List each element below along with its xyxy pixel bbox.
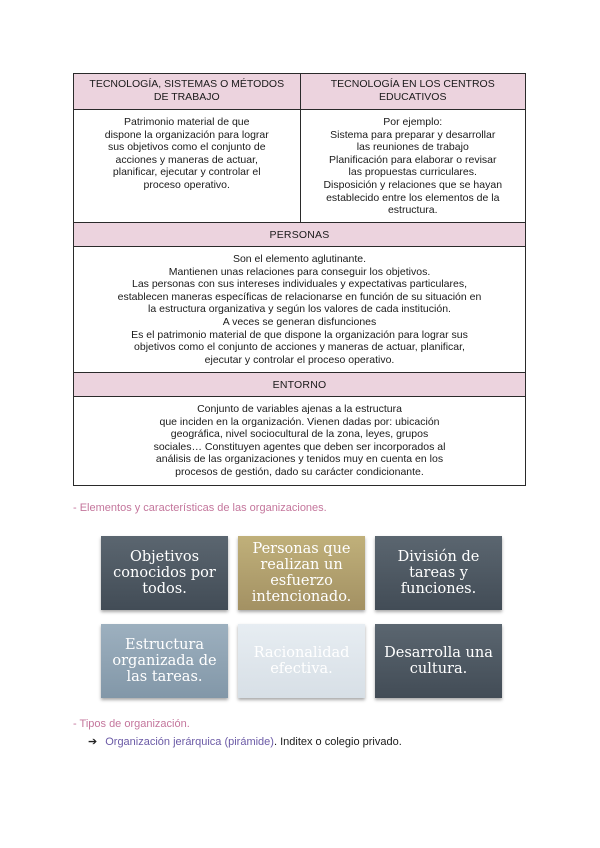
box-personas: Personas que realizan un esfuerzo intencionado. bbox=[238, 536, 365, 610]
bullet-elementos: - Elementos y características de las organizaciones. bbox=[73, 502, 327, 514]
header-tecnologia-sistemas: TECNOLOGÍA, SISTEMAS O MÉTODOS DE TRABAJO bbox=[74, 74, 300, 109]
personas-body-row bbox=[74, 247, 525, 373]
arrow-icon: ➔ bbox=[88, 736, 98, 748]
bullet-tipos: - Tipos de organización. bbox=[73, 718, 190, 730]
entorno-title: ENTORNO bbox=[74, 373, 525, 396]
tecnologia-example: Por ejemplo: Sistema para preparar y desarrollar las reuniones de trabajo Planificación para elaborar o revisar las propuestas curriculares. Disposición y relaciones que se hayan establecido entre los elementos de la estructura. bbox=[300, 110, 526, 222]
box-division: División de tareas y funciones. bbox=[375, 536, 502, 610]
box-objetivos: Objetivos conocidos por todos. bbox=[101, 536, 228, 610]
characteristics-diagram bbox=[101, 536, 501, 698]
entorno-title-row bbox=[74, 373, 525, 397]
entorno-body-row bbox=[74, 397, 525, 485]
personas-body: Son el elemento aglutinante. Mantienen unas relaciones para conseguir los objetivos. Las personas con sus intereses individuales y expectativas particulares, establecen maneras específicas de relacionarse en función de su situación en la estructura organizativa y según los valores de cada institución. A veces se generan disfunciones Es el patrimonio material de que dispone la organización para lograr sus objetivos como el conjunto de acciones y maneras de actuar, planificar, ejecutar y controlar el proceso operativo. bbox=[117, 253, 482, 366]
link-organizacion-jerarquica[interactable]: Organización jerárquica (pirámide) bbox=[105, 736, 274, 748]
organization-table bbox=[73, 73, 526, 486]
personas-title: PERSONAS bbox=[74, 223, 525, 246]
box-estructura: Estructura organizada de las tareas. bbox=[101, 624, 228, 698]
box-cultura: Desarrolla una cultura. bbox=[375, 624, 502, 698]
table-header-row bbox=[74, 74, 525, 110]
personas-title-row bbox=[74, 223, 525, 247]
sub-item-text: . Inditex o colegio privado. bbox=[273, 736, 402, 748]
tecnologia-definition: Patrimonio material de que dispone la organización para lograr sus objetivos como el conjunto de acciones y maneras de actuar, planificar, ejecutar y controlar el proceso operativo. bbox=[104, 116, 269, 191]
header-tecnologia-centros: TECNOLOGÍA EN LOS CENTROS EDUCATIVOS bbox=[300, 74, 526, 109]
sub-item-jerarquica bbox=[88, 735, 402, 748]
entorno-body: Conjunto de variables ajenas a la estructura que inciden en la organización. Vienen dadas por: ubicación geográfica, nivel sociocultural de la zona, leyes, grupos sociales… Constituyen agentes que deben ser incorporados al análisis de las organizaciones y tenidos muy en cuenta en los procesos de gestión, dado su carácter condicionante. bbox=[153, 403, 446, 478]
tecnologia-body-row bbox=[74, 110, 525, 223]
box-racionalidad: Racionalidad efectiva. bbox=[238, 624, 365, 698]
